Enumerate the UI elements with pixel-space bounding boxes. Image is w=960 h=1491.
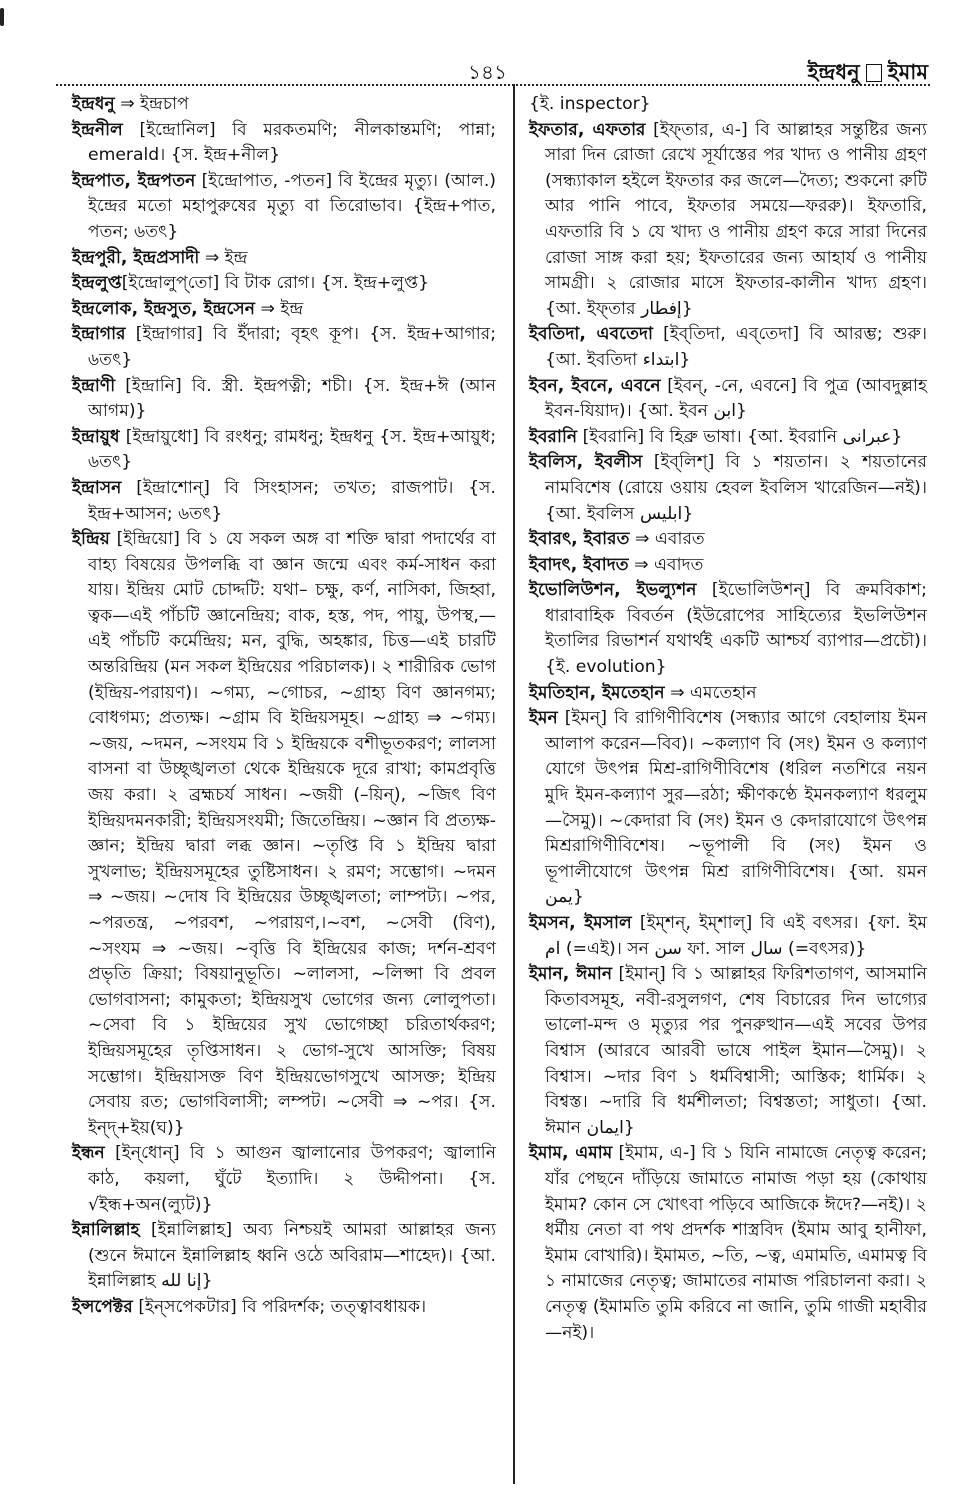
dictionary-entry [529, 681, 927, 707]
dictionary-entry [529, 706, 927, 911]
dictionary-entry [72, 297, 496, 323]
entry-headword: ইন্দ্রাণী [72, 375, 116, 396]
entry-headword: ইন্দ্রনীল [72, 119, 123, 140]
entry-headword: ইবাদৎ, ইবাদত [529, 554, 629, 575]
dictionary-entry [72, 425, 496, 476]
entry-definition: ⇒ এমতেহান [664, 682, 757, 703]
column-divider [513, 84, 515, 1484]
entry-headword: ইমাম, এমাম [529, 1143, 613, 1164]
entry-definition: [ইন্‌সপেকটার] বি পরিদর্শক; তত্ত্বাবধায়ক। [132, 1296, 427, 1317]
dictionary-entry [529, 527, 927, 553]
entry-headword: ইন্দ্রায়ুধ [72, 426, 120, 447]
entry-definition: [ইন্দ্রোনিল] বি মরকতমণি; নীলকান্তমণি; পান্না; emerald। {স. ইন্দ্র+নীল} [88, 119, 496, 166]
entry-headword: ইবতিদা, এবতেদা [529, 324, 653, 345]
scan-edge-mark [0, 8, 4, 26]
entry-headword: ইফতার, এফতার [529, 119, 646, 140]
entry-headword: ইন্দ্রপুরী, ইন্দ্রপ্রসাদী [72, 247, 200, 268]
dictionary-entry [72, 169, 496, 246]
entry-headword: ইবন, ইবনে, এবনে [529, 375, 661, 396]
entry-definition: [ইন্দ্রায়ুধো] বি রংধনু; রামধনু; ইন্দ্রধনু {স. ইন্দ্র+আয়ুধ; ৬তৎ} [88, 426, 496, 473]
dictionary-entry [72, 246, 496, 272]
dictionary-entry [529, 92, 927, 118]
entry-headword: ইন্দ্রলোক, ইন্দ্রসুত, ইন্দ্রসেন [72, 298, 256, 319]
entry-headword: ইন্দ্রিয় [72, 529, 110, 550]
dictionary-entry [529, 578, 927, 680]
dictionary-entry [72, 374, 496, 425]
header-rule [56, 84, 930, 86]
entry-headword: ইবলিস, ইবলীস [529, 452, 643, 473]
entry-definition: [ইন্দ্রোলুপ্‌তো] বি টাক রোগ। {স. ইন্দ্র+লুপ্ত} [121, 273, 430, 294]
entry-definition: ⇒ এবারত [629, 529, 705, 550]
entry-definition: [ইবন্, -নে, এবনে] বি পুত্র (আবদুল্লাহ ইবন-যিয়াদ)। {আ. ইবন ابن} [545, 375, 927, 422]
entry-definition: [ইব্‌তিদা, এব্‌তেদা] বি আরম্ভ; শুরু। {আ. ইবতিদা ابتداء} [545, 324, 927, 370]
entry-definition: ⇒ ইন্দ্র [199, 247, 248, 268]
dictionary-entry [72, 527, 496, 1141]
dictionary-entry [529, 118, 927, 323]
entry-headword: ইমন [529, 708, 558, 729]
entry-headword: ইমসন, ইমসাল [529, 913, 632, 933]
page-number: ১৪১ [468, 60, 507, 84]
entry-definition: [ইন্দ্রাগার] বি ইঁদারা; বৃহৎ কূপ। {স. ইন্দ্র+আগার; ৬তৎ} [88, 324, 496, 370]
entry-headword: ইবারৎ, ইবারত [529, 529, 630, 550]
dictionary-entry [529, 553, 927, 579]
guide-word-last: ইমাম [887, 60, 928, 84]
entry-definition: [ইব্‌লিশ্] বি ১ শয়তান। ২ শয়তানের নামবিশেষ (রোয়ে ওয়ায় হেবল ইবলিস খারেজিন—নই)। {আ. ইবলিস ابلیس} [545, 452, 928, 524]
dictionary-entry [72, 476, 496, 527]
entry-headword: ইন্দ্রাগার [72, 324, 126, 345]
entry-definition: [ইমান্] বি ১ আল্লাহর ফিরিশতাগণ, আসমানি কিতাবসমূহ, নবী-রসুলগণ, শেষ বিচারের দিন ভাগ্যের ভালো-মন্দ ও মৃত্যুর পর পুনরুত্থান—এই সবের উপর বিশ্বাস (আরবে আরবী ভাষে পাইল ইমান—সৈমু)। ২ বিশ্বাস। ~দার বিণ ১ ধর্মবিশ্বাসী; আস্তিক; ধার্মিক। ২ বিশ্বস্ত। ~দারি বি ধর্মশীলতা; বিশ্বস্ততা; সাধুতা। {আ. ঈমান ایمان} [545, 964, 927, 1138]
guide-word-first: ইন্দ্রধনু [807, 60, 860, 84]
dictionary-entry [529, 374, 927, 425]
entry-headword: ইন্ধন [72, 1143, 105, 1164]
dictionary-entry [529, 425, 927, 451]
dictionary-entry [72, 1218, 496, 1295]
entry-definition: [ইন্‌ধোন্] বি ১ আগুন জ্বালানোর উপকরণ; জ্বালানি কাঠ, কয়লা, ঘুঁটে ইত্যাদি। ২ উদ্দীপনা। {স. √ইন্ধ+অন(ল্যুট)} [88, 1143, 496, 1215]
dictionary-entry [529, 322, 927, 373]
entry-definition: ⇒ ইন্দ্র [255, 298, 304, 319]
dictionary-entry [72, 1141, 496, 1218]
entry-definition: ⇒ ইন্দ্রচাপ [114, 94, 189, 114]
entry-definition: [ইন্নালিল্লাহ] অব্য নিশ্চয়ই আমরা আল্লাহর জন্য (শুনে ঈমানে ইন্নালিল্লাহ ধ্বনি ওঠে অবিরাম—শাহেদ)। {আ. ইন্নালিল্লাহ إنا لله} [88, 1220, 496, 1292]
dictionary-entry [72, 118, 496, 169]
entry-headword: ইবরানি [529, 426, 578, 447]
entry-headword: ইভোলিউশন, ইভল্যুশন [529, 580, 697, 601]
dictionary-entry [72, 271, 496, 297]
left-column [72, 92, 496, 1321]
dictionary-entry [529, 911, 927, 962]
entry-definition: [ইভোলিউশন্] বি ক্রমবিকাশ; ধারাবাহিক বিবর্তন (ইউরোপের সাহিত্যের ইভলিউশন ইতালির রিভাশর্ন যথার্থই একটি আশ্চর্য ব্যাপার—প্রচৌ)। {ই. evolution} [545, 580, 927, 678]
dictionary-entry [72, 1295, 496, 1321]
right-column [529, 92, 927, 1346]
entry-headword: ইন্নালিল্লাহ [72, 1220, 140, 1241]
entry-headword: ইন্দ্রপাত, ইন্দ্রপতন [72, 170, 196, 191]
entry-definition: [ইন্দ্রিয়ো] বি ১ যে সকল অঙ্গ বা শক্তি দ্বারা পদার্থের বা বাহ্য বিষয়ের উপলব্ধি বা জ্ঞান জন্মে এবং কর্ম-সাধন করা যায়। ইন্দ্রিয় মোট চোদ্দটি: যথা– চক্ষু, কর্ণ, নাসিকা, জিহ্বা, ত্বক—এই পাঁচটি জ্ঞানেন্দ্রিয়; বাক, হস্ত, পদ, পায়ু, উপস্থ,—এই পাঁচটি কর্মেন্দ্রিয়; মন, বুদ্ধি, অহঙ্কার, চিত্ত—এই চারটি অন্তরিন্দ্রিয় (মন সকল ইন্দ্রিয়ের পরিচালক)। ২ শারীরিক ভোগ (ইন্দ্রিয়-পরায়ণ)। ~গম্য, ~গোচর, ~গ্রাহ্য বিণ জ্ঞানগম্য; বোধগম্য; প্রত্যক্ষ। ~গ্রাম বি ইন্দ্রিয়সমূহ। ~গ্রাহ্য ⇒ ~গম্য। ~জয়, ~দমন, ~সংযম বি ১ ইন্দ্রিয়কে বশীভূতকরণ; লালসা বাসনা বা উচ্ছৃঙ্খলতা থেকে ইন্দ্রিয়কে দূরে রাখা; কামপ্রবৃত্তি জয় করা। ২ ব্রহ্মচর্য সাধন। ~জয়ী (–য়িন্), ~জিৎ বিণ ইন্দ্রিয়দমনকারী; ইন্দ্রিয়সংযমী; জিতেন্দ্রিয়। ~জ্ঞান বি প্রত্যক্ষ-জ্ঞান; ইন্দ্রিয় দ্বারা লব্ধ জ্ঞান। ~তৃপ্তি বি ১ ইন্দ্রিয় দ্বারা সুখলাভ; ইন্দ্রিয়সমূহের তুষ্টিসাধন। ২ রমণ; সম্ভোগ। ~দমন ⇒ ~জয়। ~দোষ বি ইন্দ্রিয়ের উচ্ছৃঙ্খলতা; লাম্পট্য। ~পর, ~পরতন্ত্র, ~পরবশ, ~পরায়ণ,।~বশ, ~সেবী (বিণ), ~সংযম ⇒ ~জয়। ~বৃত্তি বি ইন্দ্রিয়ের কাজ; দর্শন-শ্রবণ প্রভৃতি ক্রিয়া; বিষয়ানুভূতি। ~লালসা, ~লিপ্সা বি প্রবল ভোগবাসনা; কামুকতা; ইন্দ্রিয়সুখ ভোগের জন্য লোলুপতা। ~সেবা বি ১ ইন্দ্রিয়ের সুখ ভোগেচ্ছা চরিতার্থকরণ; ইন্দ্রিয়সমূহের তৃপ্তিসাধন। ২ ভোগ-সুখে আসক্তি; বিষয় সম্ভোগ। ইন্দ্রিয়াসক্ত বিণ ইন্দ্রিয়ভোগসুখে আসক্ত; ইন্দ্রিয় সেবায় রত; ভোগবিলাসী; লম্পট। ~সেবী ⇒ ~পর। {স. ইন্দ্+ইয়(ঘ)} [88, 529, 496, 1138]
separator-box-icon [866, 64, 882, 82]
dictionary-entry [529, 1141, 927, 1346]
entry-definition: [ইফ্‌তার, এ-] বি আল্লাহর সন্তুষ্টির জন্য সারা দিন রোজা রেখে সূর্যাস্তের পর খাদ্য ও পানীয় গ্রহণ (সন্ধ্যাকাল হইলে ইফতার কর জলে—দৈত্য; শুকনো রুটি আর পানি পাবে, ইফতার সময়ে—ফররু)। ইফতারি, এফতারি বি ১ যে খাদ্য ও পানীয় গ্রহণ করে সারা দিনের রোজা সাঙ্গ করা হয়; ইফতারের জন্য আহার্য ও পানীয় সামগ্রী। ২ রোজার মাসে ইফতার-কালীন খাদ্য গ্রহণ। {আ. ইফ্‌তার إفطار} [545, 119, 927, 319]
entry-definition: [ইমাম, এ-] বি ১ যিনি নামাজে নেতৃত্ব করেন; যাঁর পেছনে দাঁড়িয়ে জামাতে নামাজ পড়া হয় (কোথায় ইমাম? কোন সে খোৎবা পড়িবে আজিকে ঈদে?—নই)। ২ ধর্মীয় নেতা বা পথ প্রদর্শক শাস্ত্রবিদ (ইমাম আবু হানীফা, ইমাম বোখারি)। ইমামত, ~তি, ~ত্ব, এমামতি, এমামত্ব বি ১ নামাজের নেতৃত্ব; জামাতের নামাজ পরিচালনা করা। ২ নেতৃত্ব (ইমামতি তুমি করিবে না জানি, তুমি গাজী মহাবীর—নই)। [545, 1143, 927, 1343]
entry-definition: [ইবরানি] বি হিব্রু ভাষা। {আ. ইবরানি عبرانی} [577, 426, 903, 447]
entry-definition: {ই. inspector} [529, 94, 651, 114]
entry-headword: ইমান, ঈমান [529, 964, 613, 985]
entry-definition: ⇒ এবাদত [628, 554, 704, 575]
entry-headword: ইন্সপেক্টর [72, 1296, 133, 1317]
dictionary-entry [72, 322, 496, 373]
entry-definition: [ইন্দ্রাশোন্] বি সিংহাসন; তখত; রাজপাট। {স. ইন্দ্র+আসন; ৬তৎ} [88, 477, 496, 524]
entry-definition: [ইম্‌শন্, ইম্‌শাল্] বি এই বৎসর। {ফা. ইম ام (=এই)। সন سن ফা. সাল سال (=বৎসর)} [545, 913, 927, 959]
dictionary-entry [72, 92, 496, 118]
dictionary-entry [529, 962, 927, 1141]
entry-definition: [ইন্দ্রোপাত, -পতন] বি ইন্দ্রের মৃত্যু। (আল.) ইন্দ্রের মতো মহাপুরুষের মৃত্যু বা তিরোভাব। {ইন্দ্র+পাত, পতন; ৬তৎ} [88, 170, 496, 242]
entry-headword: ইন্দ্রলুপ্ত [72, 273, 122, 294]
entry-headword: ইমতিহান, ইমতেহান [529, 682, 665, 703]
dictionary-entry [529, 450, 927, 527]
entry-headword: ইন্দ্রাসন [72, 477, 122, 498]
entry-definition: [ইমন্] বি রাগিণীবিশেষ (সন্ধ্যার আগে বেহালায় ইমন আলাপ করেন—বিব)। ~কল্যাণ বি (সং) ইমন ও কল্যাণ যোগে উৎপন্ন মিশ্র-রাগিণীবিশেষ (ধরিল নতশিরে নয়ন মুদি ইমন-কল্যাণ সুর—রঠা; ক্ষীণকণ্ঠে ইমনকল্যাণ ধরলুম—সৈমু)। ~কেদারা বি (সং) ইমন ও কেদারাযোগে উৎপন্ন মিশ্ররাগিণীবিশেষ। ~ভূপালী বি (সং) ইমন ও ভূপালীযোগে উৎপন্ন মিশ্র রাগিণীবিশেষ। {আ. য়মন يمن} [545, 708, 927, 908]
entry-headword: ইন্দ্রধনু [72, 94, 115, 114]
entry-definition: [ইন্দ্রানি] বি. স্ত্রী. ইন্দ্রপত্নী; শচী। {স. ইন্দ্র+ঈ (আন আগম)} [88, 375, 496, 422]
